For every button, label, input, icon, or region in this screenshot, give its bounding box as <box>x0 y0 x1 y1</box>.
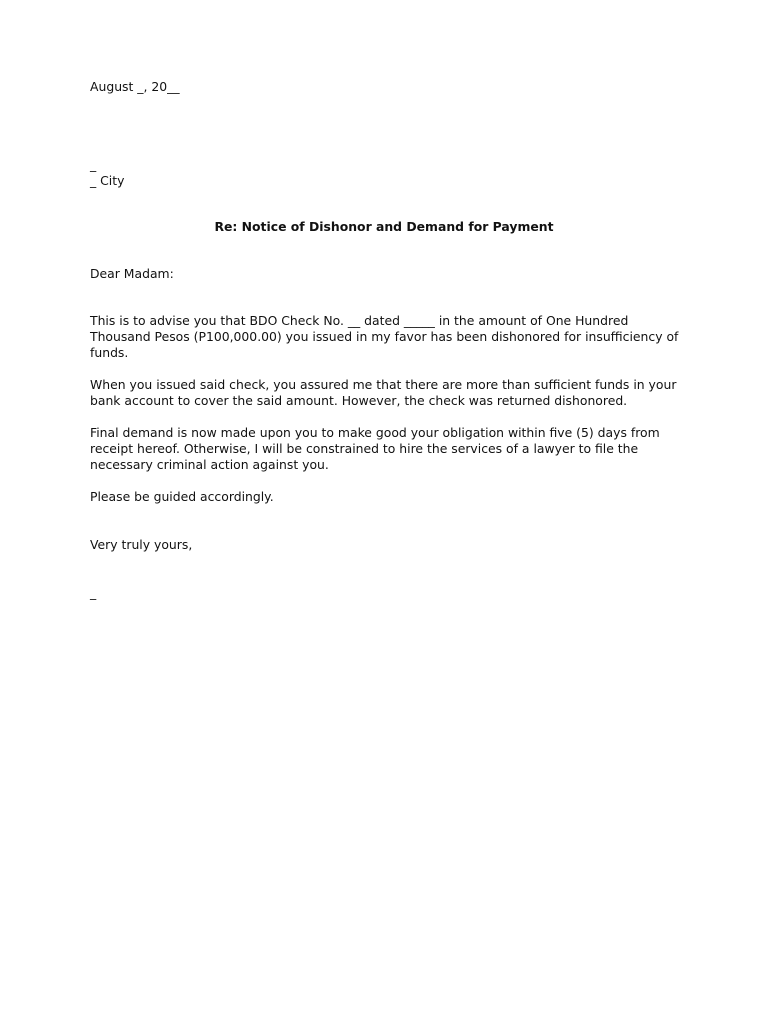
paragraph-dishonor-notice: This is to advise you that BDO Check No. __ dated _____ in the amount of One Hundred Thousand Pesos (P100,000.00) you issued in my favor has been dishonored for insufficiency of funds. <box>90 313 679 360</box>
recipient-name-blank: _ <box>90 157 97 172</box>
paragraph-assurance: When you issued said check, you assured me that there are more than sufficient funds in your bank account to cover the said amount. However, the check was returned dishonored. <box>90 377 677 408</box>
paragraph-final-demand: Final demand is now made upon you to make good your obligation within five (5) days from receipt hereof. Otherwise, I will be constrained to hire the services of a lawyer to file the necessary criminal action against you. <box>90 425 660 472</box>
paragraph-guidance: Please be guided accordingly. <box>90 489 274 504</box>
letter-subject: Re: Notice of Dishonor and Demand for Payment <box>214 219 554 234</box>
recipient-city: _ City <box>90 173 125 188</box>
letter-date: August _, 20__ <box>90 79 180 94</box>
complimentary-close: Very truly yours, <box>90 537 193 552</box>
signature-blank: _ <box>90 585 97 600</box>
salutation: Dear Madam: <box>90 266 174 281</box>
